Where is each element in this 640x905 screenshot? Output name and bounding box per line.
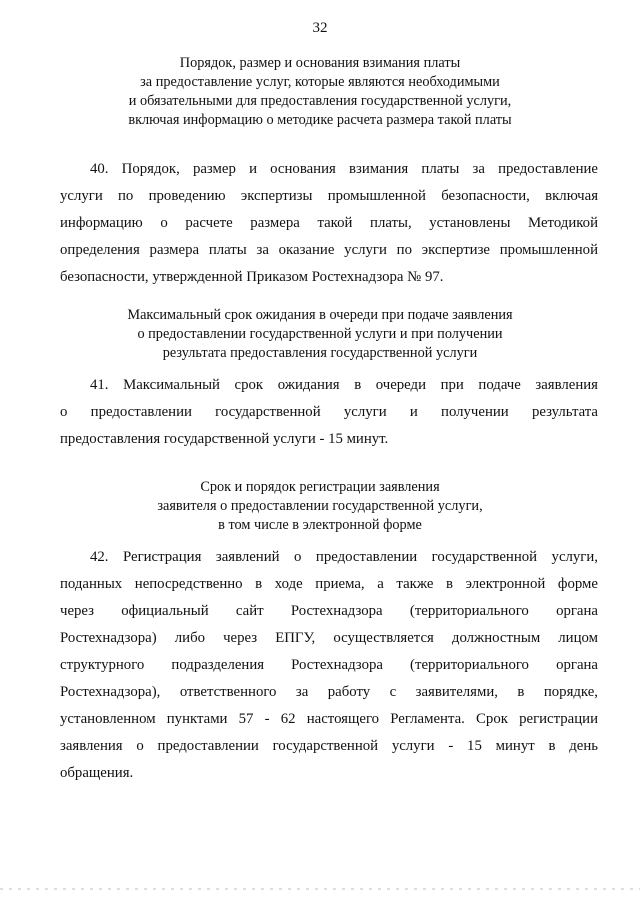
paragraph-line: 41. Максимальный срок ожидания в очереди при подаче заявления: [90, 377, 598, 393]
paragraph-41: [60, 372, 598, 453]
paragraph-line: обращения.: [60, 765, 134, 781]
paragraph-line: Ростехнадзора) либо через ЕПГУ, осуществляется должностным лицом: [60, 630, 598, 646]
paragraph-line: через официальный сайт Ростехнадзора (территориального органа: [60, 603, 598, 619]
paragraph-line: 42. Регистрация заявлений о предоставлении государственной услуги,: [90, 549, 598, 565]
paragraph-40: [60, 156, 598, 291]
heading-line: Максимальный срок ожидания в очереди при подаче заявления: [127, 307, 513, 323]
paragraph-line: 40. Порядок, размер и основания взимания платы за предоставление: [90, 161, 598, 177]
paragraph-line: определения размера платы за оказание услуги по экспертизе промышленной: [60, 242, 598, 258]
paragraph-42: [60, 544, 598, 787]
scan-edge-artifact: [0, 888, 640, 890]
section-heading-registration: [60, 478, 580, 535]
heading-line: о предоставлении государственной услуги и при получении: [137, 326, 503, 342]
paragraph-line: информацию о расчете размера такой платы, установлены Методикой: [60, 215, 598, 231]
heading-line: за предоставление услуг, которые являются необходимыми: [140, 74, 500, 90]
heading-line: Срок и порядок регистрации заявления: [200, 479, 440, 495]
paragraph-line: Ростехнадзора), ответственного за работу с заявителями, в порядке,: [60, 684, 598, 700]
page-number: 32: [312, 20, 328, 36]
heading-line: включая информацию о методике расчета размера такой платы: [128, 112, 512, 128]
paragraph-line: установленном пунктами 57 - 62 настоящего Регламента. Срок регистрации: [60, 711, 598, 727]
paragraph-line: структурного подразделения Ростехнадзора (территориального органа: [60, 657, 598, 673]
paragraph-line: поданных непосредственно в ходе приема, а также в электронной форме: [60, 576, 598, 592]
paragraph-line: о предоставлении государственной услуги и получении результата: [60, 404, 598, 420]
section-heading-queue-time: [60, 306, 580, 363]
paragraph-line: услуги по проведению экспертизы промышленной безопасности, включая: [60, 188, 598, 204]
paragraph-line: предоставления государственной услуги - 15 минут.: [60, 431, 389, 447]
section-heading-fees: [60, 54, 580, 130]
heading-line: результата предоставления государственной услуги: [162, 345, 478, 361]
heading-line: в том числе в электронной форме: [218, 517, 422, 533]
heading-line: заявителя о предоставлении государственной услуги,: [157, 498, 483, 514]
paragraph-line: заявления о предоставлении государственной услуги - 15 минут в день: [60, 738, 598, 754]
paragraph-line: безопасности, утвержденной Приказом Ростехнадзора № 97.: [60, 269, 444, 285]
heading-line: Порядок, размер и основания взимания платы: [179, 55, 461, 71]
heading-line: и обязательными для предоставления государственной услуги,: [128, 93, 512, 109]
